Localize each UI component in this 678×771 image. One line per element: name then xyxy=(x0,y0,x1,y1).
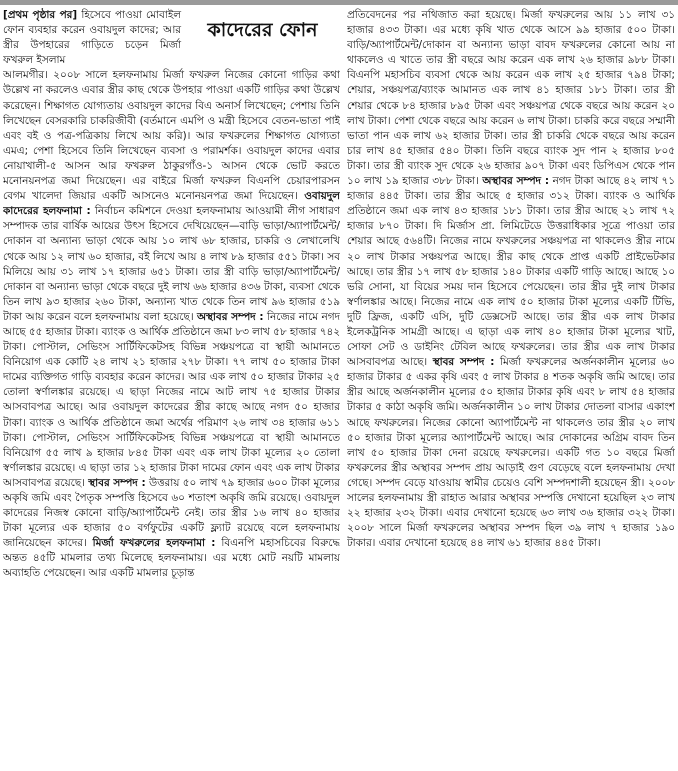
subhead-fakhrul-immovable-assets: স্থাবর সম্পদ : xyxy=(432,356,495,369)
headline: কাদেরের ফোন xyxy=(207,19,318,41)
right-column xyxy=(347,8,675,768)
continuation-kicker: [প্রথম পৃষ্ঠার পর] xyxy=(3,9,78,21)
left-body-text-4: উত্তরায় ৫০ লাখ ৭৯ হাজার ৬০০ টাকা মূল্যের অকৃষি জমি এবং পৈতৃক সম্পত্তি হিসেবে ৬০ শতাংশ অকৃষি জমি রয়েছে। ওবায়দুল কাদেরের নিজস্ব কোনো বাড়ি/অ্যাপার্টমেন্ট নেই। তার স্ত্রীর ১৬ লাখ ৪০ হাজার টাকা মূল্যের এক হাজার ৫০ বর্গফুটের একটি ফ্ল্যাট রয়েছে বলে হলফনামায় জানিয়েছেন কাদের। xyxy=(3,476,340,550)
subhead-quader-affidavit: ওবায়দুল কাদেরের হলফনামা : xyxy=(3,190,340,218)
subhead-quader-immovable-assets: স্থাবর সম্পদ : xyxy=(88,476,146,489)
right-body-paragraph xyxy=(347,8,675,551)
left-body-text-2: নির্বাচন কমিশনে দেওয়া হলফনামায় আওয়ামী লীগ সাধারণ সম্পাদক তার বার্ষিক আয়ের উৎস হিসেবে দেখিয়েছেন—বাড়ি ভাড়া/অ্যাপার্টমেন্ট/দোকান বা অন্যান্য ভাড়া থেকে আয় ১০ লাখ ৬৮ হাজার, চাকরি ও লেখালেখি থেকে আয় ১২ লাখ ৬০ হাজার, বই লিখে আয় ৪ লাখ ৮৯ হাজার ৫৫১ টাকা। সব মিলিয়ে আয় ৩১ লাখ ১৭ হাজার ৬৫১ টাকা। তার স্ত্রী বাড়ি ভাড়া/অ্যাপার্টমেন্ট/দোকান বা অন্যান্য ভাড়া থেকে বছরে দুই লাখ ৬৬ হাজার ৪৩৬ টাকা, ব্যবসা থেকে তিন লাখ ৯৩ হাজার ২৬০ টাকা, অন্যান্য খাত থেকে তিন লাখ ৯৬ হাজার ৫১৯ টাকা আয় করেন বলে হলফনামায় বলা হয়েছে। xyxy=(3,205,340,323)
left-body-text-1: আলমগীর। ২০০৮ সালে হলফনামায় মির্জা ফখরুল নিজের কোনো গাড়ির কথা উল্লেখ না করলেও এবার স্ত্রীর কাছ থেকে উপহার পাওয়া একটি গাড়ির কথা উল্লেখ করেছেন। শিক্ষাগত যোগ্যতায় ওবায়দুল কাদের বিএ অনার্স লিখেছেন; পেশায় তিনি লিখেছেন বেসরকারি চাকরিজীবী (বর্তমানে এমপি ও মন্ত্রী হিসেবে বেতন-ভাতা পাই এবং বই ও পত্র-পত্রিকায় লিখে আয় করি)। আর ফখরুলের শিক্ষাগত যোগ্যতা এমএ; পেশা হিসেবে তিনি লিখেছেন ব্যবসা ও পরামর্শক। ওবায়দুল কাদের এবার নোয়াখালী-৫ আসন আর ফখরুল ঠাকুরগাঁও-১ আসন থেকে ভোট করতে মনোনয়নপত্র জমা দিয়েছেন। এর বাইরে মির্জা ফখরুল বিএনপি চেয়ারপারসন বেগম খালেদা জিয়ার একটি আসনেও মনোনয়নপত্র জমা দিয়েছেন। xyxy=(3,69,340,203)
subhead-fakhrul-affidavit: মির্জা ফখরুলের হলফনামা : xyxy=(92,537,216,550)
subhead-quader-movable-assets: অস্থাবর সম্পদ : xyxy=(197,310,264,323)
right-body-text-1: প্রতিবেদনের পর নথিজাত করা হয়েছে। মির্জা ফখরুলের আয় ১১ লাখ ৩১ হাজার ৪৩৩ টাকা। এর মধ্যে কৃষি খাত থেকে আসে ৯৯ হাজার ৫০০ টাকা। বাড়ি/অ্যাপার্টমেন্ট/দোকান বা অন্যান্য ভাড়া বাবদ ফখরুলের কোনো আয় না থাকলেও এ খাতে তার স্ত্রী বছরে আয় করেন এক লাখ ২৬ হাজার ৯৮৮ টাকা। বিএনপি মহাসচিব ব্যবসা থেকে আয় করেন এক লাখ ২৫ হাজার ৭৯৪ টাকা; শেয়ার, সঞ্চয়পত্র/ব্যাংক আমানত এক লাখ ৪১ হাজার ১৮১ টাকা। তার স্ত্রী শেয়ার থেকে ৮৪ হাজার ৮৯৫ টাকা এবং সঞ্চয়পত্র থেকে বছরে আয় করেন ২০ লাখ টাকা। পেশা থেকে বছরে আয় করেন ৬ লাখ টাকা। চাকরি করে বছরে সম্মানী ভাতা পান এক লাখ ৬২ হাজার টাকা। তার স্ত্রী চাকরি থেকে বছরে আয় করেন চার লাখ ৪৫ হাজার ৫৪০ টাকা। তিনি বছরে ব্যাংক সুদ পান ২ হাজার ৮০৫ টাকা। তার স্ত্রী ব্যাংক সুদ থেকে ২৬ হাজার ৯০৭ টাকা এবং ডিপিএস থেকে পান ১০ লাখ ১৯ হাজার ৩৮৮ টাকা। xyxy=(347,9,675,188)
left-top-row xyxy=(3,8,340,68)
left-body-text-3: নিজের নামে নগদ আছে ৫৫ হাজার টাকা। ব্যাংক ও আর্থিক প্রতিষ্ঠানে জমা ৮৩ লাখ ৫৮ হাজার ৭৪২ টাকা। পোস্টাল, সেভিংস সার্টিফিকেটসহ বিভিন্ন সঞ্চয়পত্রে বা স্থায়ী আমানতে বিনিয়োগ এক কোটি ২৪ লাখ ২১ হাজার ২৭৮ টাকা। ৭৭ লাখ ৫০ হাজার টাকা দামের ব্যক্তিগত গাড়ি ব্যবহার করেন কাদের। আর এক লাখ ৫০ হাজার টাকার ২৫ তোলা স্বর্ণালঙ্কার রয়েছে। এ ছাড়া নিজের নামে আট লাখ ৭৫ হাজার টাকার আসবাবপত্র আছে। আর ওবায়দুল কাদেরের স্ত্রীর কাছে আছে নগদ ৫০ হাজার টাকা। ব্যাংক ও আর্থিক প্রতিষ্ঠানে জমা অর্থের পরিমাণ ২৬ লাখ ৩৪ হাজার ৬১১ টাকা। পোস্টাল, সেভিংস সার্টিফিকেটসহ বিভিন্ন সঞ্চয়পত্রে বা স্থায়ী আমানতে বিনিয়োগ ৫৫ লাখ ৯ হাজার ৮৪৫ টাকা এবং এক লাখ টাকা মূল্যের ২০ তোলা স্বর্ণালঙ্কার রয়েছে। এ ছাড়া তার ১২ হাজার টাকা দামের ফোন এবং এক লাখ টাকার আসবাবপত্র রয়েছে। xyxy=(3,310,340,489)
article xyxy=(0,8,678,768)
left-body-text-5: বিএনপি মহাসচিবের বিরুদ্ধে অন্তত ৪৫টি মামলার তথ্য মিলেছে হলফনামায়। এর মধ্যে মোট নয়টি মামলায় অব্যাহতি পেয়েছেন। আর একটি মামলার চূড়ান্ত xyxy=(3,537,340,580)
top-rule xyxy=(0,0,678,5)
left-body-paragraph xyxy=(3,68,340,581)
lead-paragraph xyxy=(3,8,181,68)
right-body-text-3: মির্জা ফখরুলের অর্জনকালীন মূল্যের ৬০ হাজার টাকার ৫ একর কৃষি এবং ৫ লাখ টাকার ৪ শতক অকৃষি জমি আছে। তার স্ত্রীর আছে অর্জনকালীন মূল্যের ৫০ হাজার টাকার কৃষি এবং ৮ লাখ ৫৪ হাজার টাকার ৫ কাঠা অকৃষি জমি। অর্জনকালীন ১০ লাখ টাকার দোতলা বাসার একাংশ আছে ফখরুলের। নিজের কোনো অ্যাপার্টমেন্ট না থাকলেও তার স্ত্রীর ২০ লাখ ৫০ হাজার টাকা মূল্যের অ্যাপার্টমেন্ট আছে। আর দোকানের অগ্রিম বাবদ তিন লাখ ৫০ হাজার টাকা দেনা রয়েছে ফখরুলের। একটি গত ১০ বছরে মির্জা ফখরুলের স্ত্রীর অস্থাবর সম্পদ প্রায় আড়াই গুণ বেড়েছে বলে হলফনামায় দেখা গেছে। সম্পদ বেড়ে যাওয়ায় স্বামীর চেয়েও বেশি সম্পদশালী হয়েছেন স্ত্রী। ২০০৮ সালের হলফনামায় স্ত্রী রাহাত আরার অস্থাবর সম্পত্তি দেখানো হয়েছিল ২৩ লাখ ২২ হাজার ২৩২ টাকা। এবার দেখানো হয়েছে ৬৩ লাখ ৩৬ হাজার ৩২২ টাকা। ২০০৮ সালে মির্জা ফখরুলের অস্থাবর সম্পদ ছিল ৩৯ লাখ ৭ হাজার ১৯০ টাকার। এবার দেখানো হয়েছে ৪৪ লাখ ৬১ হাজার ৪৪৫ টাকা। xyxy=(347,356,675,550)
left-column xyxy=(3,8,340,768)
subhead-fakhrul-movable-assets: অস্থাবর সম্পদ : xyxy=(482,175,549,188)
right-body-text-2: নগদ টাকা আছে ৪২ লাখ ৭১ হাজার ৪৪৫ টাকা। তার স্ত্রীর আছে ৫ হাজার ৩১২ টাকা। ব্যাংক ও আর্থিক প্রতিষ্ঠানে জমা এক লাখ ৪৩ হাজার ১৮১ টাকা। তার স্ত্রীর আছে ২১ লাখ ৭২ হাজার ৮৭০ টাকা। দি মির্জাস প্রা. লিমিটেডে উত্তরাধিকার সূত্রে পাওয়া তার শেয়ার আছে ৫৬৪টি। নিজের নামে ফখরুলের সঞ্চয়পত্র না থাকলেও স্ত্রীর নামে ২০ লাখ টাকার সঞ্চয়পত্র আছে। স্ত্রীর কাছ থেকে প্রাপ্ত একটি প্রাইভেটকার আছে। তার স্ত্রীর ১৭ লাখ ৫৮ হাজার ১৪০ টাকার একটি গাড়ি আছে। আছে ১০ ভরি সোনা, যা বিয়ের সময় দান হিসেবে পেয়েছেন। তার স্ত্রীর দুই লাখ টাকার স্বর্ণালঙ্কার আছে। নিজের নামে এক লাখ ৫০ হাজার টাকা মূল্যের একটি টিভি, দুটি ফ্রিজ, একটি এসি, দুটি ডেক্সসেট আছে। তার স্ত্রীর এক লাখ টাকার ইলেকট্রনিক সামগ্রী আছে। এ ছাড়া এক লাখ ৪০ হাজার টাকা মূল্যের খাট, সোফা সেট ও ডাইনিং টেবিল আছে ফখরুলের। তার স্ত্রীর এক লাখ টাকার আসবাবপত্র আছে। xyxy=(347,175,675,369)
lead-text: হিসেবে পাওয়া মোবাইল ফোন ব্যবহার করেন ওবায়দুল কাদের; আর স্ত্রীর উপহারের গাড়িতে চড়েন মির্জা ফখরুল ইসলাম xyxy=(3,9,182,67)
